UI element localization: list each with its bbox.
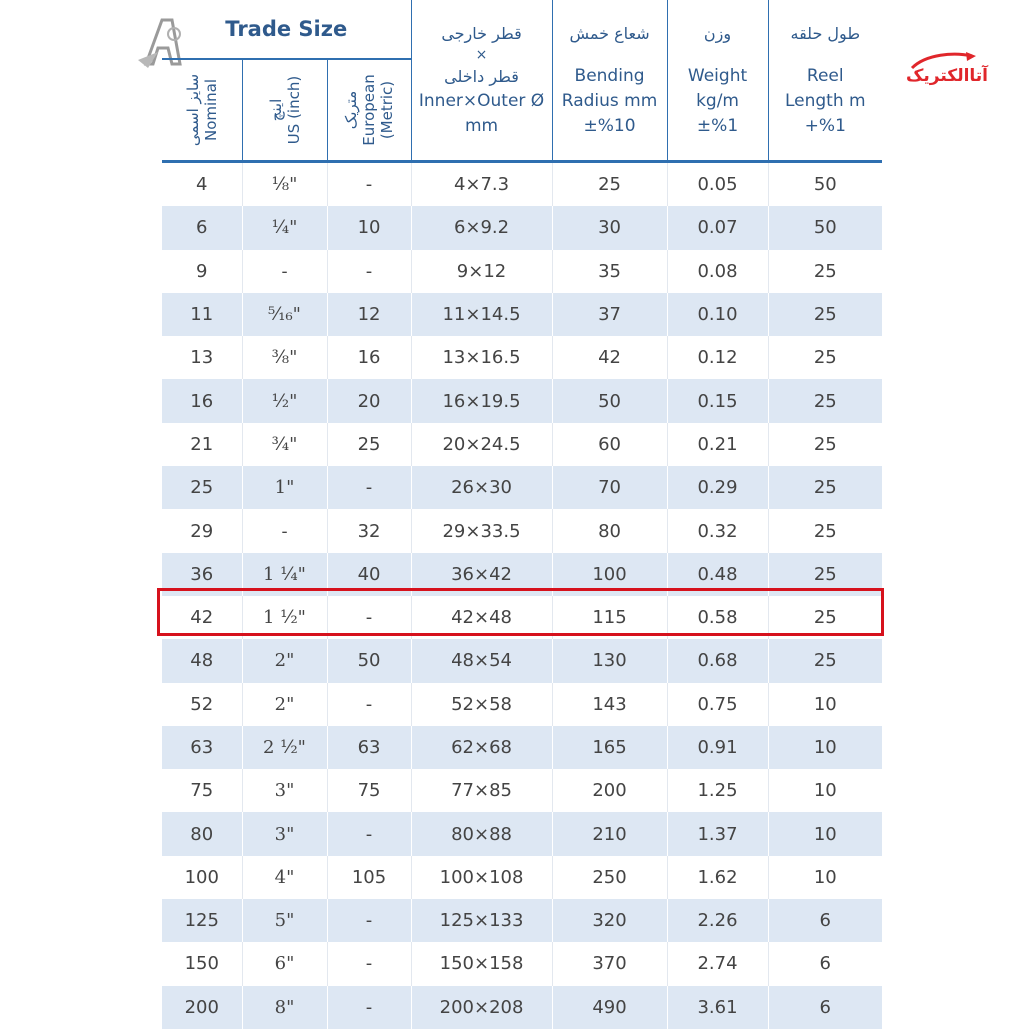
european-header-fa: متریک — [342, 90, 361, 130]
reel-length-cell: 25 — [768, 466, 882, 509]
reel-length-cell: 10 — [768, 769, 882, 812]
weight-cell: 0.91 — [667, 726, 768, 769]
nominal-cell: 52 — [190, 693, 214, 715]
reel-length-cell: 25 — [768, 336, 882, 379]
us-inch-cell: ³⁄₈" — [242, 336, 327, 379]
table-row — [162, 986, 882, 1029]
reel-length-cell: 25 — [768, 596, 882, 639]
nominal-cell: 25 — [162, 466, 242, 509]
weight-cell: 1.37 — [667, 812, 768, 855]
weight-cell: 0.12 — [667, 336, 768, 379]
european-cell: - — [327, 899, 411, 942]
reel-length-cell: 6 — [768, 899, 882, 942]
reel-header — [768, 0, 882, 162]
bending-radius-cell: 370 — [552, 942, 667, 985]
table-row — [162, 726, 882, 769]
reel-length-cell: 25 — [768, 509, 882, 552]
dimension-cell: 100×108 — [411, 856, 552, 899]
nominal-cell: 100 — [184, 866, 219, 888]
bending-radius-cell: 165 — [552, 726, 667, 769]
reel-length-cell: 50 — [768, 206, 882, 249]
weight-cell: 0.32 — [667, 509, 768, 552]
table-row — [162, 812, 882, 855]
us-inch-cell: 2 ¹⁄₂" — [242, 726, 327, 769]
weight-cell: 3.61 — [667, 986, 768, 1029]
reel-header-en-3: +%1 — [804, 116, 846, 136]
table-row — [162, 596, 882, 639]
us-inch-header-en: US (inch) — [284, 75, 303, 145]
us-inch-cell: 2" — [242, 639, 327, 682]
reel-length-cell: 25 — [768, 639, 882, 682]
bending-header-fa: شعاع خمش — [569, 24, 650, 43]
european-cell: 75 — [327, 769, 411, 812]
nominal-cell: 42 — [190, 607, 214, 629]
european-cell: 105 — [327, 856, 411, 899]
trade-size-header: Trade Size — [162, 0, 411, 59]
nominal-cell: 150 — [184, 953, 219, 975]
european-cell: - — [327, 596, 411, 639]
reel-length-cell: 25 — [768, 553, 882, 596]
table-row — [162, 942, 882, 985]
nominal-header — [162, 59, 242, 162]
us-inch-cell: 2" — [242, 683, 327, 726]
us-inch-cell: 6" — [242, 942, 327, 985]
nominal-cell: 75 — [190, 780, 214, 802]
reel-length-cell: 10 — [768, 812, 882, 855]
dimension-cell: 150×158 — [411, 942, 552, 985]
nominal-cell: 21 — [190, 433, 214, 455]
table-row — [162, 856, 882, 899]
us-inch-cell: 1 ¹⁄₄" — [242, 553, 327, 596]
table-row — [162, 509, 882, 552]
european-cell: 12 — [327, 293, 411, 336]
bending-radius-cell: 115 — [552, 596, 667, 639]
spec-table-body — [162, 162, 882, 1029]
nominal-cell: 29 — [190, 520, 214, 542]
bending-radius-cell: 80 — [552, 509, 667, 552]
us-inch-cell: 3" — [242, 769, 327, 812]
nominal-cell: 36 — [162, 553, 242, 596]
weight-cell: 0.10 — [667, 293, 768, 336]
table-row — [162, 336, 882, 379]
table-row — [162, 293, 882, 336]
european-cell: - — [327, 812, 411, 855]
bending-radius-cell: 30 — [552, 206, 667, 249]
bending-radius-cell: 130 — [552, 639, 667, 682]
bending-radius-cell: 42 — [552, 336, 667, 379]
dimension-cell: 80×88 — [411, 812, 552, 855]
bending-radius-cell: 100 — [552, 553, 667, 596]
table-row — [162, 466, 882, 509]
dimension-cell: 29×33.5 — [411, 509, 552, 552]
bending-radius-cell: 35 — [552, 250, 667, 293]
us-inch-cell: 8" — [242, 986, 327, 1029]
bending-header-en-1: Bending — [574, 66, 645, 86]
reel-length-cell: 25 — [768, 250, 882, 293]
us-inch-header-fa: اینچ — [266, 98, 285, 122]
weight-cell: 0.07 — [667, 206, 768, 249]
bending-radius-cell: 50 — [552, 379, 667, 422]
nominal-cell: 63 — [162, 726, 242, 769]
weight-cell: 2.26 — [667, 899, 768, 942]
weight-cell: 0.29 — [667, 466, 768, 509]
conduit-spec-table — [162, 0, 882, 1029]
table-row — [162, 639, 882, 682]
us-inch-cell: 1" — [242, 466, 327, 509]
nominal-cell: 48 — [162, 639, 242, 682]
reel-length-cell: 10 — [768, 726, 882, 769]
dimension-cell: 48×54 — [411, 639, 552, 682]
dimension-cell: 16×19.5 — [411, 379, 552, 422]
reel-length-cell: 50 — [768, 162, 882, 207]
dimension-header-x: × — [475, 47, 488, 63]
us-inch-cell: ¹⁄₄" — [242, 206, 327, 249]
dimension-header-en-1: Inner×Outer Ø — [418, 91, 545, 111]
dimension-cell: 20×24.5 — [411, 423, 552, 466]
reel-length-cell: 10 — [768, 683, 882, 726]
us-inch-cell: ¹⁄₈" — [242, 162, 327, 207]
european-header-en-2: (Metric) — [378, 80, 397, 140]
weight-header-fa: وزن — [703, 24, 732, 43]
reel-length-cell: 6 — [768, 942, 882, 985]
dimension-cell: 125×133 — [411, 899, 552, 942]
european-cell: - — [327, 683, 411, 726]
european-metric-header — [327, 59, 411, 162]
us-inch-cell: 5" — [242, 899, 327, 942]
nominal-cell: 200 — [162, 986, 242, 1029]
dimension-cell: 11×14.5 — [411, 293, 552, 336]
nominal-cell: 80 — [162, 812, 242, 855]
dimension-cell: 77×85 — [411, 769, 552, 812]
dimension-cell: 6×9.2 — [411, 206, 552, 249]
bending-radius-cell: 210 — [552, 812, 667, 855]
bending-radius-cell: 37 — [552, 293, 667, 336]
nominal-header-en: Nominal — [201, 78, 220, 142]
bending-radius-cell: 320 — [552, 899, 667, 942]
nominal-cell: 9 — [196, 260, 208, 282]
european-cell: - — [327, 250, 411, 293]
table-row — [162, 250, 882, 293]
bending-radius-cell: 25 — [552, 162, 667, 207]
european-cell: 10 — [327, 206, 411, 249]
weight-header — [667, 0, 768, 162]
us-inch-cell: ⁵⁄₁₆" — [242, 293, 327, 336]
bending-radius-cell: 60 — [552, 423, 667, 466]
weight-cell: 0.48 — [667, 553, 768, 596]
european-cell: - — [327, 942, 411, 985]
european-cell: 20 — [327, 379, 411, 422]
dimension-header-fa-2: قطر داخلی — [444, 67, 519, 86]
dimension-cell: 26×30 — [411, 466, 552, 509]
nominal-cell: 125 — [162, 899, 242, 942]
reel-header-fa: طول حلقه — [790, 24, 861, 43]
nominal-cell: 13 — [190, 347, 214, 369]
bending-header-en-2: Radius mm — [561, 91, 658, 111]
dimension-cell: 4×7.3 — [411, 162, 552, 207]
bending-radius-cell: 490 — [552, 986, 667, 1029]
european-cell: 32 — [327, 509, 411, 552]
table-row — [162, 553, 882, 596]
european-cell: 25 — [327, 423, 411, 466]
dimension-header — [411, 0, 552, 162]
european-cell: 16 — [327, 336, 411, 379]
nominal-cell: 16 — [162, 379, 242, 422]
european-cell: - — [327, 162, 411, 207]
weight-cell: 0.08 — [667, 250, 768, 293]
us-inch-cell: 3" — [242, 812, 327, 855]
table-row — [162, 769, 882, 812]
bending-header-en-3: ±%10 — [583, 116, 636, 136]
weight-cell: 0.15 — [667, 379, 768, 422]
table-row — [162, 683, 882, 726]
company-logo-right — [906, 50, 988, 94]
nominal-cell: 4 — [196, 174, 208, 196]
weight-cell: 0.75 — [667, 683, 768, 726]
weight-cell: 2.74 — [667, 942, 768, 985]
reel-header-en-2: Length m — [784, 91, 866, 111]
us-inch-cell: ³⁄₄" — [242, 423, 327, 466]
dimension-cell: 13×16.5 — [411, 336, 552, 379]
bending-header — [552, 0, 667, 162]
weight-header-en-1: Weight — [687, 66, 748, 86]
european-cell: 50 — [327, 639, 411, 682]
bending-radius-cell: 143 — [552, 683, 667, 726]
table-row — [162, 899, 882, 942]
bending-radius-cell: 250 — [552, 856, 667, 899]
dimension-cell: 42×48 — [411, 596, 552, 639]
table-row — [162, 423, 882, 466]
table-row — [162, 379, 882, 422]
dimension-header-en-2: mm — [464, 116, 499, 136]
european-cell: 63 — [327, 726, 411, 769]
european-cell: - — [327, 986, 411, 1029]
dimension-cell: 36×42 — [411, 553, 552, 596]
weight-cell: 1.25 — [667, 769, 768, 812]
us-inch-header — [242, 59, 327, 162]
dimension-cell: 62×68 — [411, 726, 552, 769]
us-inch-cell: ¹⁄₂" — [242, 379, 327, 422]
brand-name: آتاالکتریک — [906, 66, 988, 86]
nominal-cell: 11 — [162, 293, 242, 336]
us-inch-cell: - — [242, 250, 327, 293]
dimension-header-fa-1: قطر خارجی — [441, 24, 522, 43]
weight-cell: 0.58 — [667, 596, 768, 639]
weight-cell: 1.62 — [667, 856, 768, 899]
weight-cell: 0.05 — [667, 162, 768, 207]
weight-header-en-2: kg/m — [696, 91, 739, 111]
table-row — [162, 206, 882, 249]
bending-radius-cell: 70 — [552, 466, 667, 509]
dimension-cell: 9×12 — [411, 250, 552, 293]
nominal-header-fa: سایز اسمی — [183, 73, 202, 147]
us-inch-cell: - — [242, 509, 327, 552]
reel-header-en-1: Reel — [806, 66, 844, 86]
european-cell: - — [327, 466, 411, 509]
reel-length-cell: 25 — [768, 423, 882, 466]
nominal-cell: 6 — [162, 206, 242, 249]
weight-cell: 0.68 — [667, 639, 768, 682]
european-cell: 40 — [327, 553, 411, 596]
weight-cell: 0.21 — [667, 423, 768, 466]
us-inch-cell: 1 ¹⁄₂" — [242, 596, 327, 639]
weight-header-en-3: ±%1 — [696, 116, 739, 136]
reel-length-cell: 10 — [768, 856, 882, 899]
bending-radius-cell: 200 — [552, 769, 667, 812]
dimension-cell: 52×58 — [411, 683, 552, 726]
table-row — [162, 162, 882, 207]
dimension-cell: 200×208 — [411, 986, 552, 1029]
reel-length-cell: 6 — [768, 986, 882, 1029]
us-inch-cell: 4" — [242, 856, 327, 899]
reel-length-cell: 25 — [768, 293, 882, 336]
european-header-en-1: European — [360, 74, 379, 146]
reel-length-cell: 25 — [768, 379, 882, 422]
